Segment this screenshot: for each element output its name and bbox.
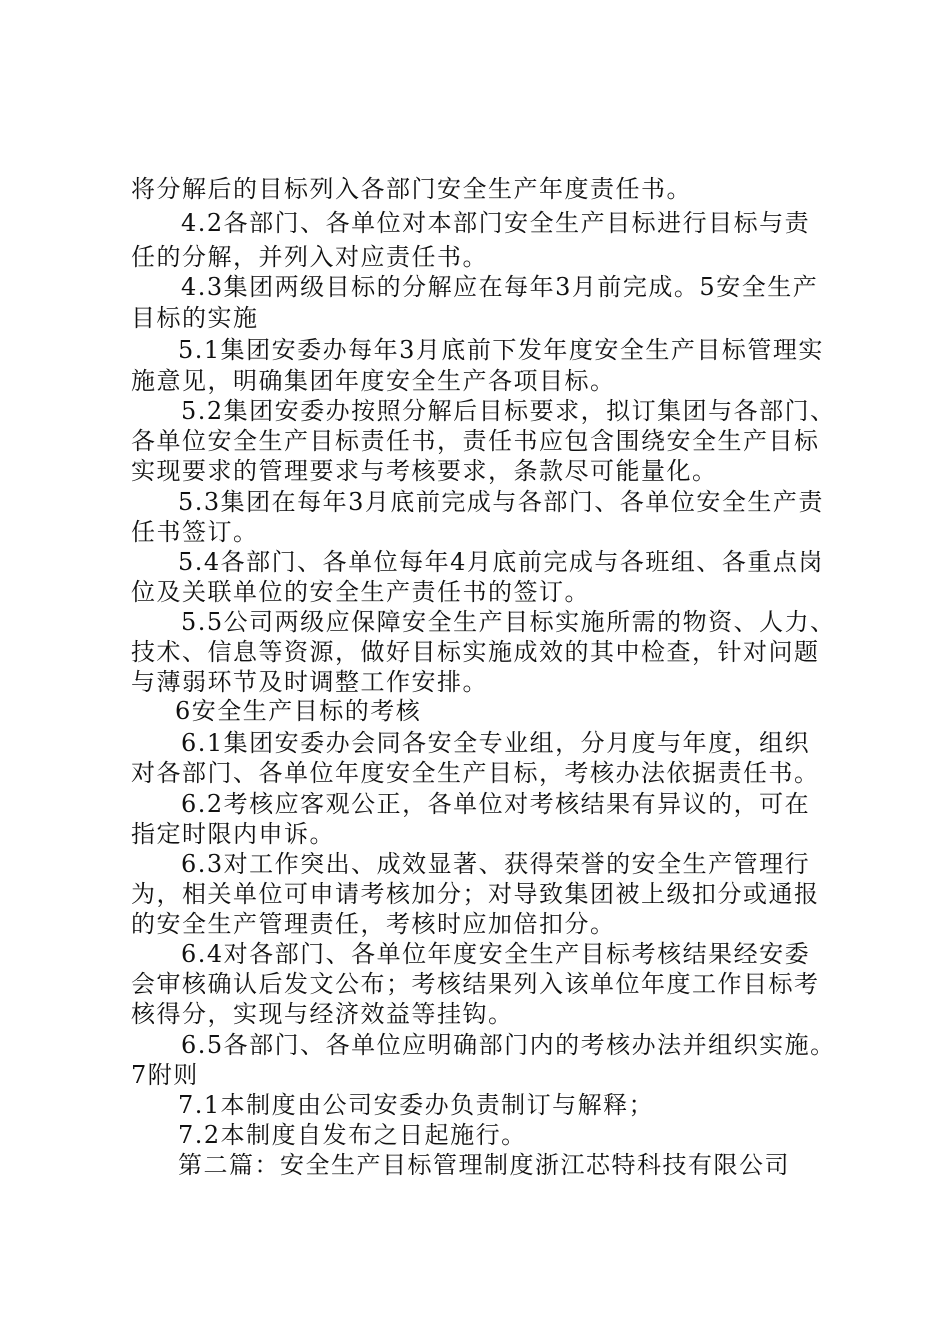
text-line: 任的分解，并列入对应责任书。 bbox=[131, 243, 488, 271]
text-line: 7.2本制度自发布之日起施行。 bbox=[178, 1121, 527, 1149]
text-line: 指定时限内申诉。 bbox=[131, 820, 335, 848]
text-line: 7.1本制度由公司安委办负责制订与解释； bbox=[178, 1091, 655, 1119]
text-line: 施意见，明确集团年度安全生产各项目标。 bbox=[131, 367, 616, 395]
text-line: 5.3集团在每年3月底前完成与各部门、各单位安全生产责 bbox=[178, 488, 824, 516]
text-line: 4.2各部门、各单位对本部门安全生产目标进行目标与责 bbox=[181, 209, 811, 237]
text-line: 核得分，实现与经济效益等挂钩。 bbox=[131, 1000, 514, 1028]
text-line: 与薄弱环节及时调整工作安排。 bbox=[131, 668, 488, 696]
text-line: 位及关联单位的安全生产责任书的签订。 bbox=[131, 578, 590, 606]
section-heading: 7附则 bbox=[131, 1061, 199, 1089]
text-line: 6.5各部门、各单位应明确部门内的考核办法并组织实施。 bbox=[181, 1031, 836, 1059]
text-line: 5.1集团安委办每年3月底前下发年度安全生产目标管理实 bbox=[178, 336, 824, 364]
text-line: 4.3集团两级目标的分解应在每年3月前完成。5安全生产 bbox=[181, 273, 819, 301]
text-line: 6.2考核应客观公正，各单位对考核结果有异议的，可在 bbox=[181, 790, 811, 818]
section-heading: 6安全生产目标的考核 bbox=[175, 697, 422, 725]
text-line: 5.2集团安委办按照分解后目标要求，拟订集团与各部门、 bbox=[181, 397, 836, 425]
text-line: 6.3对工作突出、成效显著、获得荣誉的安全生产管理行 bbox=[181, 850, 811, 878]
text-line: 对各部门、各单位年度安全生产目标，考核办法依据责任书。 bbox=[131, 759, 820, 787]
text-line: 任书签订。 bbox=[131, 518, 259, 546]
text-line: 将分解后的目标列入各部门安全生产年度责任书。 bbox=[131, 175, 692, 203]
text-line: 实现要求的管理要求与考核要求，条款尽可能量化。 bbox=[131, 457, 718, 485]
text-line: 各单位安全生产目标责任书，责任书应包含围绕安全生产目标 bbox=[131, 427, 820, 455]
text-line: 技术、信息等资源，做好目标实施成效的其中检查，针对问题 bbox=[131, 638, 820, 666]
text-line: 5.4各部门、各单位每年4月底前完成与各班组、各重点岗 bbox=[178, 548, 824, 576]
text-line: 的安全生产管理责任，考核时应加倍扣分。 bbox=[131, 910, 616, 938]
chapter-title: 第二篇：安全生产目标管理制度浙江芯特科技有限公司 bbox=[178, 1151, 790, 1179]
text-line: 会审核确认后发文公布；考核结果列入该单位年度工作目标考 bbox=[131, 970, 820, 998]
text-line: 6.1集团安委办会同各安全专业组，分月度与年度，组织 bbox=[181, 729, 811, 757]
text-line: 6.4对各部门、各单位年度安全生产目标考核结果经安委 bbox=[181, 940, 811, 968]
text-line: 目标的实施 bbox=[131, 304, 259, 332]
text-line: 为，相关单位可申请考核加分；对导致集团被上级扣分或通报 bbox=[131, 880, 820, 908]
text-line: 5.5公司两级应保障安全生产目标实施所需的物资、人力、 bbox=[181, 608, 836, 636]
